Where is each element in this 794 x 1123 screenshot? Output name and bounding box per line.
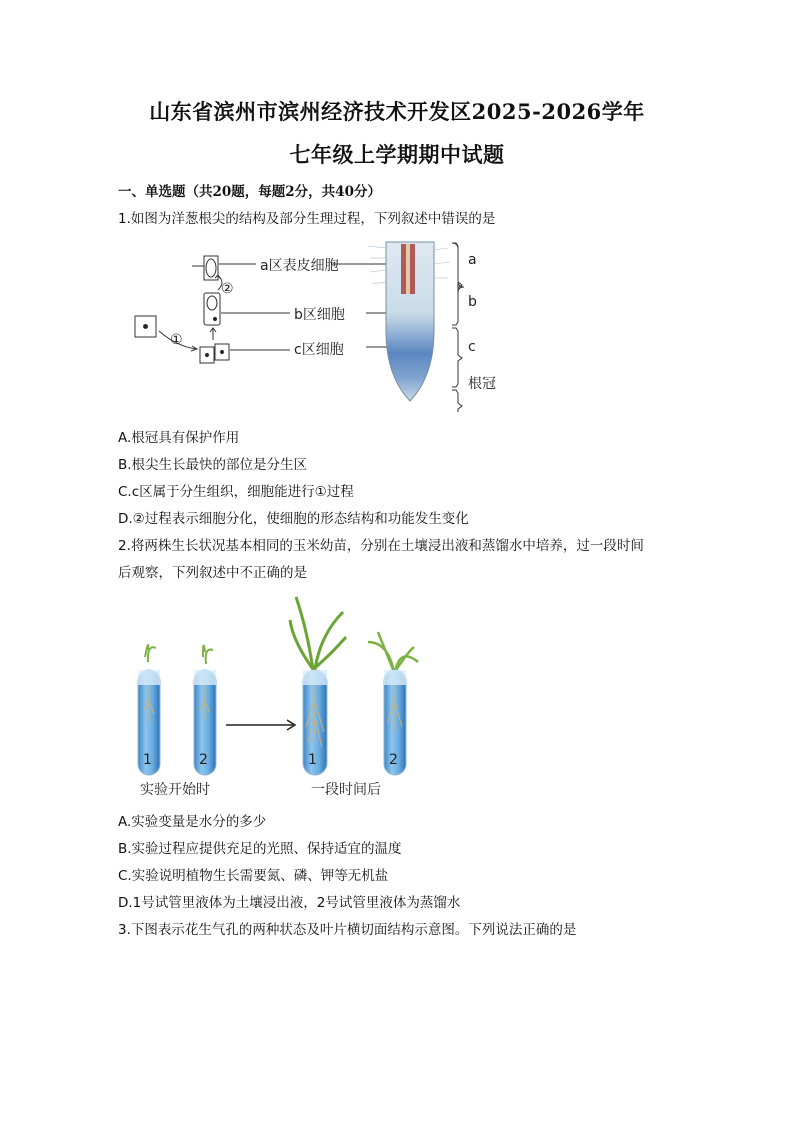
question-2-option-b: B.实验过程应提供充足的光照、保持适宜的温度 (118, 841, 402, 857)
exam-title-line1: 山东省滨州市滨州经济技术开发区2025-2026学年 (149, 99, 645, 124)
caption-end: 一段时间后 (311, 782, 381, 798)
zone-c-label: c (468, 339, 476, 355)
process-1-label: ① (170, 332, 183, 348)
question-2-stem-line1: 2.将两株生长状况基本相同的玉米幼苗，分别在土壤浸出液和蒸馏水中培养，过一段时间 (118, 538, 644, 554)
tube-1-start (138, 645, 160, 775)
tube-1-end-number: 1 (308, 752, 317, 768)
question-1-option-d: D.②过程表示细胞分化，使细胞的形态结构和功能发生变化 (118, 511, 469, 527)
tube-2-start-number: 2 (199, 752, 208, 768)
root-tip-image (368, 242, 450, 401)
process-2-label: ② (221, 281, 234, 297)
question-1-option-c: C.c区属于分生组织，细胞能进行①过程 (118, 484, 354, 500)
onion-root-tip-figure (118, 236, 538, 412)
zone-a-label: a (468, 252, 477, 268)
question-1-stem: 1.如图为洋葱根尖的结构及部分生理过程，下列叙述中错误的是 (118, 211, 496, 227)
question-2-option-c: C.实验说明植物生长需要氮、磷、钾等无机盐 (118, 868, 389, 884)
tube-1-start-number: 1 (143, 752, 152, 768)
caption-start: 实验开始时 (140, 782, 210, 798)
question-2-option-d: D.1号试管里液体为土壤浸出液，2号试管里液体为蒸馏水 (118, 895, 461, 911)
label-c-cell: c区细胞 (294, 342, 344, 358)
exam-title-line2: 七年级上学期期中试题 (289, 142, 505, 167)
tube-2-start (194, 646, 216, 775)
corn-seedling-experiment-figure (118, 592, 438, 804)
section-heading: 一、单选题（共20题，每题2分，共40分） (118, 184, 381, 200)
zone-root-cap-label: 根冠 (468, 376, 496, 392)
question-1-option-b: B.根尖生长最快的部位是分生区 (118, 457, 308, 473)
time-arrow (226, 720, 295, 730)
label-b-cell: b区细胞 (294, 307, 345, 323)
tube-2-end-number: 2 (389, 752, 398, 768)
tube-1-end (290, 597, 346, 775)
question-1-option-a: A.根冠具有保护作用 (118, 430, 240, 446)
question-3-stem: 3.下图表示花生气孔的两种状态及叶片横切面结构示意图。下列说法正确的是 (118, 922, 577, 938)
tube-2-end (368, 632, 418, 775)
question-2-option-a: A.实验变量是水分的多少 (118, 814, 267, 830)
zone-b-label: b (468, 294, 477, 310)
question-2-stem-line2: 后观察，下列叙述中不正确的是 (118, 565, 307, 581)
label-a-epidermal-cell: a区表皮细胞 (260, 258, 339, 274)
